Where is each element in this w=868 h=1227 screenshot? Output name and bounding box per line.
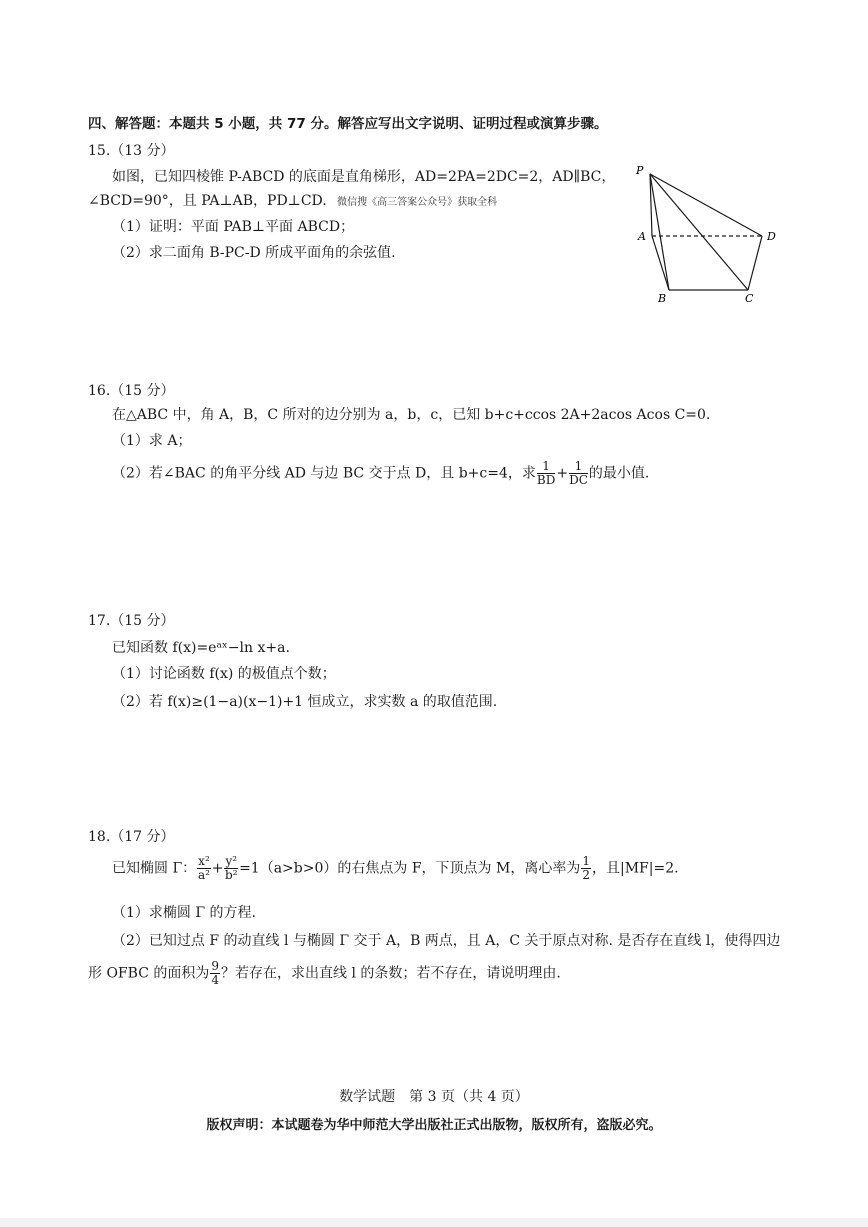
question-16-part2-text-b: 的最小值.: [588, 465, 650, 482]
fraction-numerator: 1: [537, 460, 555, 474]
fraction-numerator: 9: [211, 959, 219, 973]
question-15-part2: （2）求二面角 B-PC-D 所成平面角的余弦值.: [112, 245, 396, 261]
question-16-part1: （1）求 A；: [112, 433, 192, 449]
question-16-part2-text-a: （2）若∠BAC 的角平分线 AD 与边 BC 交于点 D，且 b+c=4，求: [112, 465, 536, 482]
fraction-denominator: 2: [582, 868, 590, 882]
fraction-denominator: 4: [211, 973, 219, 987]
label-P: P: [636, 164, 644, 177]
fraction-denominator: a²: [197, 868, 210, 882]
plus-sign: +: [556, 465, 569, 482]
edge-CD: [748, 236, 762, 290]
question-16-stem: 在△ABC 中，角 A，B，C 所对的边分别为 a，b，c，已知 b+c+ccos 2A+2acos Acos C=0.: [112, 407, 711, 423]
fraction-denominator: DC: [569, 473, 588, 487]
question-15-stem-line1: 如图，已知四棱锥 P-ABCD 的底面是直角梯形，AD=2PA=2DC=2，AD∥BC，: [112, 169, 616, 185]
fraction-numerator: y²: [225, 854, 238, 868]
question-18-part2-text-a: 形 OFBC 的面积为: [88, 965, 210, 982]
watermark-text: 微信搜《高三答案公众号》获取全科: [337, 197, 498, 208]
question-18-part1: （1）求椭圆 Γ 的方程.: [112, 905, 256, 921]
edge-PB: [650, 174, 669, 290]
question-17-number: 17.（15 分）: [88, 613, 175, 629]
fraction-x2-over-a2: [197, 855, 211, 882]
fraction-9-over-4: [210, 960, 220, 987]
bottom-scroll-strip: [0, 1218, 868, 1227]
question-18-part2-text-b: ？若存在，求出直线 l 的条数；若不存在，请说明理由.: [221, 965, 561, 982]
question-16-number: 16.（15 分）: [88, 383, 175, 399]
question-18-stem-b: =1（a>b>0）的右焦点为 F，下顶点为 M，离心率为: [239, 860, 581, 877]
label-B: B: [658, 292, 667, 305]
fraction-numerator: x²: [198, 854, 210, 868]
fraction-y2-over-b2: [224, 855, 238, 882]
question-15-number: 15.（13 分）: [88, 143, 175, 159]
question-15-stem-line2-text: ∠BCD=90°，且 PA⊥AB，PD⊥CD.: [88, 193, 327, 209]
pyramid-figure: [630, 160, 810, 305]
fraction-denominator: b²: [225, 868, 238, 882]
fraction-1-over-DC: [569, 460, 588, 487]
edge-PD: [650, 174, 762, 236]
fraction-denominator: BD: [536, 473, 556, 487]
question-18-stem-c: ，且|MF|=2.: [591, 860, 679, 877]
question-17-part2: （2）若 f(x)≥(1−a)(x−1)+1 恒成立，求实数 a 的取值范围.: [112, 694, 498, 710]
question-18-number: 18.（17 分）: [88, 829, 175, 845]
section-header: 四、解答题：本题共 5 小题，共 77 分。解答应写出文字说明、证明过程或演算步骤。: [88, 116, 608, 132]
label-C: C: [745, 292, 754, 305]
edge-PC: [650, 174, 748, 290]
question-18-stem: [112, 855, 679, 882]
question-15-part1: （1）证明：平面 PAB⊥平面 ABCD；: [112, 219, 355, 235]
edge-AB: [652, 236, 669, 290]
fraction-1-over-BD: [537, 460, 555, 487]
plus-sign: +: [211, 860, 224, 877]
page-footer-number: 数学试题 第 3 页（共 4 页）: [339, 1089, 529, 1105]
question-15-stem-line2: [88, 190, 497, 210]
question-18-part2-line2: [88, 960, 561, 987]
question-18-stem-a: 已知椭圆 Γ：: [112, 860, 197, 877]
copyright-notice: 版权声明：本试题卷为华中师范大学出版社正式出版物，版权所有，盗版必究。: [206, 1118, 662, 1133]
question-17-part1: （1）讨论函数 f(x) 的极值点个数；: [112, 666, 336, 682]
question-17-stem: 已知函数 f(x)=eᵃˣ−ln x+a.: [112, 640, 290, 656]
question-18-part2-line1: （2）已知过点 F 的动直线 l 与椭圆 Γ 交于 A，B 两点，且 A，C 关于原点对称. 是否存在直线 l，使得四边: [112, 933, 781, 949]
fraction-1-over-2: [581, 855, 591, 882]
fraction-numerator: 1: [569, 460, 588, 474]
label-A: A: [638, 230, 646, 243]
fraction-numerator: 1: [582, 854, 590, 868]
question-16-part2: [112, 460, 649, 487]
label-D: D: [767, 230, 776, 243]
